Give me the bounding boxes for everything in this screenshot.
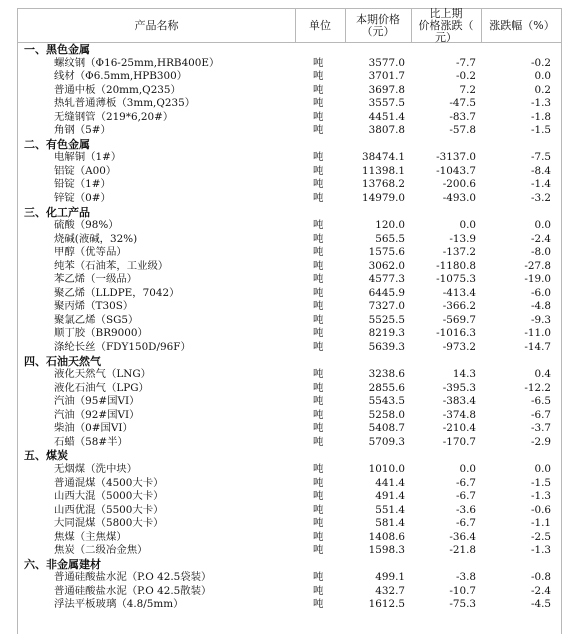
table-header [18, 6, 561, 44]
unit-cell: 吨 [313, 530, 324, 543]
pct-cell: 0.4 [534, 368, 551, 381]
table-row [18, 287, 561, 301]
table-row [18, 192, 561, 206]
price-cell: 13768.2 [362, 178, 405, 191]
product-name: 硫酸（98%） [54, 219, 119, 232]
price-cell: 551.4 [375, 503, 405, 516]
table-row [18, 463, 561, 477]
pct-cell: -11.0 [524, 327, 551, 340]
change-cell: -13.9 [449, 232, 476, 245]
pct-cell: 0.2 [534, 83, 551, 96]
price-cell: 1598.3 [368, 544, 405, 557]
pct-cell: -0.2 [530, 56, 551, 69]
price-cell: 4451.4 [368, 110, 405, 123]
pct-cell: -2.4 [530, 584, 551, 597]
change-cell: -3.6 [455, 503, 476, 516]
price-cell: 5639.3 [368, 341, 405, 354]
section-title: 一、黑色金属 [24, 43, 90, 56]
price-cell: 5408.7 [368, 422, 405, 435]
table-row [18, 436, 561, 450]
price-cell: 499.1 [375, 571, 405, 584]
pct-cell: -1.3 [530, 544, 551, 557]
change-cell: -0.2 [455, 70, 476, 83]
unit-cell: 吨 [313, 164, 324, 177]
section-row [18, 43, 561, 57]
change-cell: -3137.0 [436, 151, 476, 164]
table-row [18, 219, 561, 233]
product-name: 铅锭（1#） [54, 178, 111, 191]
unit-cell: 吨 [313, 571, 324, 584]
col-header-change-line1: 比上期 [429, 6, 463, 20]
product-name: 聚乙烯（LLDPE，7042） [54, 286, 180, 299]
section-title: 四、石油天然气 [24, 354, 101, 368]
pct-cell: -12.2 [524, 381, 551, 394]
table-row [18, 409, 561, 423]
pct-cell: -1.8 [530, 110, 551, 123]
product-name: 浮法平板玻璃（4.8/5mm） [54, 598, 184, 611]
product-name: 大同混煤（5800大卡） [54, 517, 164, 530]
unit-cell: 吨 [313, 517, 324, 530]
change-cell: -6.7 [455, 476, 476, 489]
col-header-change [411, 6, 481, 44]
product-name: 山西优混（5500大卡） [54, 503, 164, 516]
change-cell: -6.7 [455, 517, 476, 530]
change-cell: -7.7 [455, 56, 476, 69]
price-cell: 432.7 [375, 584, 405, 597]
table-row [18, 84, 561, 98]
price-cell: 491.4 [375, 490, 405, 503]
section-row [18, 138, 561, 152]
price-cell: 3557.5 [368, 97, 405, 110]
table-row [18, 382, 561, 396]
table-row [18, 544, 561, 558]
change-cell: 14.3 [452, 368, 476, 381]
pct-cell: 0.0 [534, 219, 551, 232]
unit-cell: 吨 [313, 395, 324, 408]
pct-cell: -1.3 [530, 490, 551, 503]
pct-cell: -0.8 [530, 571, 551, 584]
table-row [18, 233, 561, 247]
change-cell: -83.7 [449, 110, 476, 123]
section-row [18, 558, 561, 572]
unit-cell: 吨 [313, 408, 324, 421]
table-row [18, 151, 561, 165]
price-cell: 3238.6 [368, 368, 405, 381]
pct-cell: -6.5 [530, 395, 551, 408]
table-row [18, 341, 561, 355]
price-cell: 3062.0 [368, 259, 405, 272]
price-cell: 5543.5 [368, 395, 405, 408]
price-cell: 3701.7 [368, 70, 405, 83]
pct-cell: -9.3 [530, 313, 551, 326]
product-name: 聚氯乙烯（SG5） [54, 313, 139, 326]
unit-cell: 吨 [313, 56, 324, 69]
product-name: 聚丙烯（T30S） [54, 300, 134, 313]
price-table [17, 8, 562, 634]
product-name: 普通混煤（4500大卡） [54, 476, 164, 489]
price-cell: 7327.0 [368, 300, 405, 313]
table-row [18, 246, 561, 260]
price-cell: 565.5 [375, 232, 405, 245]
change-cell: -75.3 [449, 598, 476, 611]
price-cell: 1010.0 [368, 462, 405, 475]
product-name: 锌锭（0#） [54, 192, 111, 205]
section-title: 六、非金属建材 [24, 557, 101, 571]
table-row [18, 490, 561, 504]
change-cell: -1043.7 [436, 164, 476, 177]
change-cell: -200.6 [442, 178, 476, 191]
product-name: 焦煤（主焦煤） [54, 530, 127, 543]
unit-cell: 吨 [313, 124, 324, 137]
table-row [18, 178, 561, 192]
table-body [18, 43, 561, 612]
unit-cell: 吨 [313, 70, 324, 83]
change-cell: -57.8 [449, 124, 476, 137]
unit-cell: 吨 [313, 151, 324, 164]
price-cell: 5525.5 [368, 313, 405, 326]
price-cell: 6445.9 [368, 286, 405, 299]
price-cell: 38474.1 [362, 151, 405, 164]
unit-cell: 吨 [313, 422, 324, 435]
product-name: 无缝钢管（219*6,20#） [54, 110, 174, 123]
change-cell: -10.7 [449, 584, 476, 597]
col-header-price [345, 9, 411, 42]
product-name: 角钢（5#） [54, 124, 111, 137]
price-cell: 3697.8 [368, 83, 405, 96]
change-cell: 0.0 [459, 219, 476, 232]
table-row [18, 477, 561, 491]
price-cell: 3577.0 [368, 56, 405, 69]
product-name: 普通硅酸盐水泥（P.O 42.5袋装） [54, 571, 212, 584]
unit-cell: 吨 [313, 97, 324, 110]
product-name: 柴油（0#国VI） [54, 422, 133, 435]
table-row [18, 327, 561, 341]
unit-cell: 吨 [313, 490, 324, 503]
price-cell: 441.4 [375, 476, 405, 489]
unit-cell: 吨 [313, 313, 324, 326]
col-header-price-line1: 本期价格 [356, 12, 400, 26]
product-name: 热轧普通薄板（3mm,Q235） [54, 97, 196, 110]
table-row [18, 111, 561, 125]
unit-cell: 吨 [313, 83, 324, 96]
pct-cell: -2.9 [530, 435, 551, 448]
product-name: 无烟煤（洗中块） [54, 462, 138, 475]
pct-cell: -8.0 [530, 246, 551, 259]
product-name: 电解铜（1#） [54, 151, 122, 164]
table-row [18, 260, 561, 274]
product-name: 纯苯（石油苯，工业级） [54, 259, 169, 272]
table-row [18, 300, 561, 314]
pct-cell: -1.1 [530, 517, 551, 530]
section-row [18, 449, 561, 463]
section-row [18, 206, 561, 220]
unit-cell: 吨 [313, 327, 324, 340]
unit-cell: 吨 [313, 584, 324, 597]
unit-cell: 吨 [313, 300, 324, 313]
product-name: 甲醇（优等品） [54, 246, 127, 259]
change-cell: -47.5 [449, 97, 476, 110]
product-name: 涤纶长丝（FDY150D/96F） [54, 341, 191, 354]
change-cell: 7.2 [459, 83, 476, 96]
col-header-name: 产品名称 [134, 18, 179, 32]
pct-cell: -2.5 [530, 530, 551, 543]
change-cell: 0.0 [459, 462, 476, 475]
table-row [18, 70, 561, 84]
change-cell: -973.2 [442, 341, 476, 354]
pct-cell: -14.7 [524, 341, 551, 354]
change-cell: -137.2 [442, 246, 476, 259]
section-title: 五、煤炭 [24, 449, 68, 463]
table-row [18, 422, 561, 436]
pct-cell: -2.4 [530, 232, 551, 245]
unit-cell: 吨 [313, 286, 324, 299]
pct-cell: -1.4 [530, 178, 551, 191]
product-name: 山西大混（5000大卡） [54, 490, 164, 503]
unit-cell: 吨 [313, 341, 324, 354]
price-cell: 11398.1 [362, 164, 405, 177]
table-row [18, 57, 561, 71]
product-name: 焦炭（二级冶金焦） [54, 544, 148, 557]
pct-cell: -1.5 [530, 124, 551, 137]
unit-cell: 吨 [313, 598, 324, 611]
section-row [18, 355, 561, 369]
section-title: 三、化工产品 [24, 205, 90, 219]
product-name: 汽油（95#国VI） [54, 395, 140, 408]
price-cell: 1575.6 [368, 246, 405, 259]
product-name: 普通硅酸盐水泥（P.O 42.5散装） [54, 584, 212, 597]
table-row [18, 273, 561, 287]
unit-cell: 吨 [313, 246, 324, 259]
product-name: 顺丁胶（BR9000） [54, 327, 148, 340]
change-cell: -210.4 [442, 422, 476, 435]
table-row [18, 314, 561, 328]
table-row [18, 504, 561, 518]
table-row [18, 124, 561, 138]
pct-cell: -19.0 [524, 273, 551, 286]
unit-cell: 吨 [313, 381, 324, 394]
product-name: 石蜡（58#半） [54, 435, 128, 448]
unit-cell: 吨 [313, 435, 324, 448]
pct-cell: 0.0 [534, 70, 551, 83]
unit-cell: 吨 [313, 273, 324, 286]
product-name: 烧碱(液碱，32%) [54, 232, 138, 245]
pct-cell: -6.7 [530, 408, 551, 421]
pct-cell: -4.5 [530, 598, 551, 611]
pct-cell: -6.0 [530, 286, 551, 299]
table-row [18, 165, 561, 179]
pct-cell: -3.2 [530, 192, 551, 205]
unit-cell: 吨 [313, 192, 324, 205]
product-name: 螺纹钢（Φ16-25mm,HRB400E） [54, 56, 220, 69]
unit-cell: 吨 [313, 476, 324, 489]
col-header-pct: 涨跌幅（%） [489, 18, 555, 32]
unit-cell: 吨 [313, 544, 324, 557]
pct-cell: -1.3 [530, 97, 551, 110]
change-cell: -493.0 [442, 192, 476, 205]
col-header-unit: 单位 [309, 18, 331, 32]
change-cell: -1075.3 [436, 273, 476, 286]
pct-cell: -7.5 [530, 151, 551, 164]
unit-cell: 吨 [313, 503, 324, 516]
section-title: 二、有色金属 [24, 137, 90, 151]
price-cell: 1408.6 [368, 530, 405, 543]
change-cell: -170.7 [442, 435, 476, 448]
table-row [18, 598, 561, 612]
pct-cell: 0.0 [534, 462, 551, 475]
change-cell: -366.2 [442, 300, 476, 313]
col-header-change-line2: 价格涨跌（ [418, 18, 474, 32]
pct-cell: -3.7 [530, 422, 551, 435]
product-name: 汽油（92#国VI） [54, 408, 140, 421]
price-cell: 8219.3 [368, 327, 405, 340]
col-header-price-line2: （元） [361, 24, 395, 38]
pct-cell: -4.8 [530, 300, 551, 313]
product-name: 苯乙烯（一级品） [54, 273, 138, 286]
table-row [18, 97, 561, 111]
change-cell: -1180.8 [436, 259, 476, 272]
price-cell: 120.0 [375, 219, 405, 232]
product-name: 液化天然气（LNG） [54, 368, 152, 381]
product-name: 普通中板（20mm,Q235） [54, 83, 181, 96]
table-row [18, 571, 561, 585]
unit-cell: 吨 [313, 219, 324, 232]
unit-cell: 吨 [313, 178, 324, 191]
change-cell: -21.8 [449, 544, 476, 557]
change-cell: -569.7 [442, 313, 476, 326]
change-cell: -383.4 [442, 395, 476, 408]
change-cell: -374.8 [442, 408, 476, 421]
price-cell: 4577.3 [368, 273, 405, 286]
price-cell: 581.4 [375, 517, 405, 530]
price-cell: 5709.3 [368, 435, 405, 448]
price-cell: 2855.6 [368, 381, 405, 394]
change-cell: -6.7 [455, 490, 476, 503]
product-name: 线材（Φ6.5mm,HPB300） [54, 70, 188, 83]
unit-cell: 吨 [313, 368, 324, 381]
unit-cell: 吨 [313, 462, 324, 475]
pct-cell: -8.4 [530, 164, 551, 177]
change-cell: -1016.3 [436, 327, 476, 340]
col-header-change-line3: 元） [435, 30, 457, 44]
price-cell: 1612.5 [368, 598, 405, 611]
pct-cell: -1.5 [530, 476, 551, 489]
table-row [18, 531, 561, 545]
product-name: 液化石油气（LPG） [54, 381, 149, 394]
change-cell: -36.4 [449, 530, 476, 543]
price-cell: 5258.0 [368, 408, 405, 421]
price-cell: 14979.0 [362, 192, 405, 205]
pct-cell: -27.8 [524, 259, 551, 272]
unit-cell: 吨 [313, 232, 324, 245]
price-cell: 3807.8 [368, 124, 405, 137]
change-cell: -395.3 [442, 381, 476, 394]
table-row [18, 395, 561, 409]
table-row [18, 585, 561, 599]
table-row [18, 368, 561, 382]
table-row [18, 517, 561, 531]
unit-cell: 吨 [313, 110, 324, 123]
change-cell: -413.4 [442, 286, 476, 299]
product-name: 铝锭（A00） [54, 164, 117, 177]
unit-cell: 吨 [313, 259, 324, 272]
pct-cell: -0.6 [530, 503, 551, 516]
change-cell: -3.8 [455, 571, 476, 584]
